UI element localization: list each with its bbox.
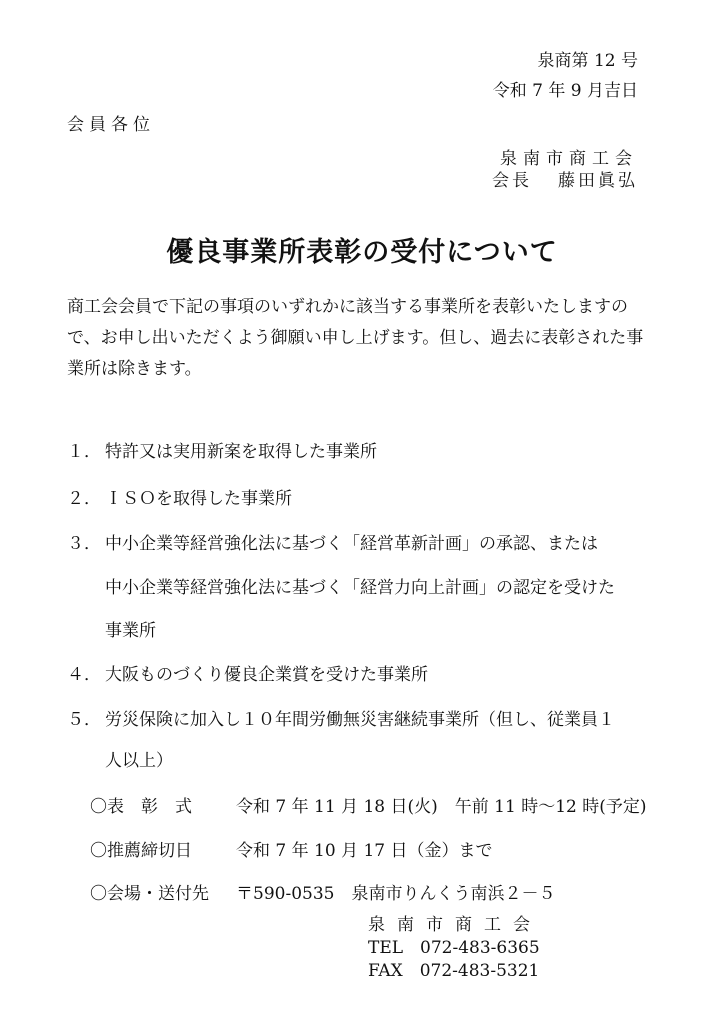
deadline-value: 令和 7 年 10 月 17 日（金）まで — [236, 841, 493, 861]
criteria-item-2 — [67, 484, 292, 509]
sender-title: 会長 — [492, 171, 532, 191]
page-title: 優良事業所表彰の受付について — [166, 237, 558, 268]
criteria-item-5-line-2: 人以上） — [105, 751, 173, 771]
criteria-text: 特許又は実用新案を取得した事業所 — [105, 442, 377, 462]
document-date: 令和 7 年 9 月吉日 — [492, 81, 638, 101]
criteria-text: ＩＳＯを取得した事業所 — [105, 489, 292, 509]
sender-name: 藤田眞弘 — [558, 171, 638, 191]
deadline-label: 〇推薦締切日 — [90, 841, 192, 861]
sender-organization: 泉南市商工会 — [500, 149, 638, 169]
criteria-item-4 — [67, 660, 428, 685]
ceremony-label: 〇表 彰 式 — [90, 797, 192, 817]
criteria-number: ３． — [67, 534, 101, 554]
criteria-number: ２． — [67, 489, 101, 509]
criteria-number: ４． — [67, 665, 101, 685]
criteria-item-5 — [67, 705, 615, 730]
body-paragraph: 商工会会員で下記の事項のいずれかに該当する事業所を表彰いたしますので、お申し出いただくよう御願い申し上げます。但し、過去に表彰された事業所は除きます。 — [67, 297, 644, 379]
criteria-text: 大阪ものづくり優良企業賞を受けた事業所 — [105, 665, 428, 685]
contact-tel: TEL 072-483-6365 — [368, 938, 540, 958]
criteria-item-3 — [67, 529, 598, 554]
criteria-item-3-line-3: 事業所 — [105, 621, 156, 641]
document-number: 泉商第 12 号 — [537, 51, 638, 71]
addressee: 会員各位 — [67, 115, 155, 135]
criteria-number: ５． — [67, 710, 101, 730]
venue-value: 〒590-0535 泉南市りんくう南浜２－５ — [236, 884, 556, 904]
sender-representative — [492, 166, 638, 191]
criteria-text: 労災保険に加入し１０年間労働無災害継続事業所（但し、従業員１ — [105, 710, 615, 730]
criteria-text: 中小企業等経営強化法に基づく「経営革新計画」の承認、または — [105, 534, 598, 554]
ceremony-value: 令和 7 年 11 月 18 日(火) 午前 11 時～12 時(予定) — [236, 797, 647, 817]
criteria-item-3-line-2: 中小企業等経営強化法に基づく「経営力向上計画」の認定を受けた — [105, 578, 615, 598]
venue-label: 〇会場・送付先 — [90, 884, 209, 904]
criteria-item-1 — [67, 437, 377, 462]
criteria-number: １． — [67, 442, 101, 462]
contact-organization: 泉南市商工会 — [368, 915, 542, 935]
contact-fax: FAX 072-483-5321 — [368, 961, 540, 981]
